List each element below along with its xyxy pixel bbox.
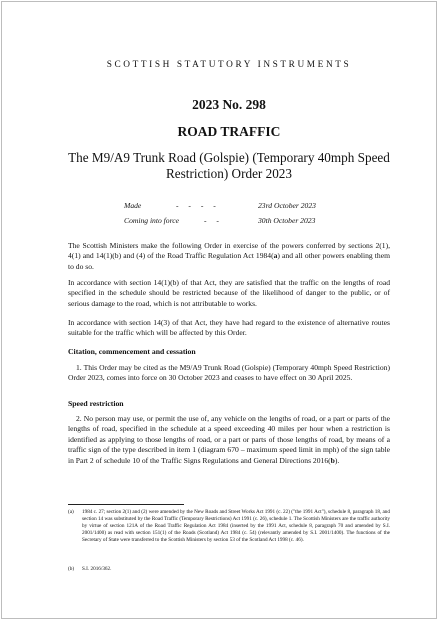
preamble-paragraph-1: The Scottish Ministers make the following Order in exercise of the powers conferred by sections 2(1), 4(1) and 14(1)(b) and (4) of the Road Traffic Regulation Act 1984(a) and all other powers enabling them to do so. [68, 241, 390, 271]
preamble-paragraph-2: In accordance with section 14(1)(b) of that Act, they are satisfied that the traffic on the lengths of road specified in the schedule should be restricted because of the likelihood of danger to the public, or of serious damage to the road, which is not attributable to works. [68, 278, 390, 308]
instrument-number: 2023 No. 298 [192, 97, 266, 112]
order-title: The M9/A9 Trunk Road (Golspie) (Temporary 40mph Speed Restriction) Order 2023 [68, 150, 390, 181]
footnote-divider [68, 504, 184, 505]
footnote-b-marker: (b) [68, 566, 75, 572]
coming-into-force-leader: - - [204, 216, 223, 225]
footnote-ref-a[interactable]: a [273, 251, 278, 261]
made-leader: - - - - [176, 201, 220, 210]
article-2-text: 2. No person may use, or permit the use of, any vehicle on the lengths of road, or a part or parts of the lengths of road, specified in the schedule at a speed exceeding 40 miles per hour when a restriction is identified as applying to those lengths of road, or a part or parts of those lengths of road, by means of a traffic sign of the type described in item 1 (diagram 670 – maximum speed limit in mph) of the sign table in Part 2 of schedule 10 of the Traffic Signs Regulations and General Directions 2016(b). [68, 414, 390, 465]
made-label: Made [124, 201, 142, 210]
document-page [1, 1, 437, 619]
coming-into-force-date: 30th October 2023 [258, 216, 316, 225]
section-heading-speed-restriction: Speed restriction [68, 399, 124, 408]
page-content [68, 2, 390, 618]
article-1-text: 1. This Order may be cited as the M9/A9 Trunk Road (Golspie) (Temporary 40mph Speed Restriction) Order 2023, comes into force on 30 October 2023 and ceases to have effect on 30 April 2025. [68, 363, 390, 383]
footnote-a-text: 1984 c. 27; section 2(1) and (2) were amended by the New Roads and Street Works Act 1991 (c. 22) ("the 1991 Act"), schedule 8, paragraph 18, and section 14 was substituted by the Road Traffic (Temporary Restrictions) Act 1991 (c. 26), schedule 1. The Scottish Ministers are the traffic authority by virtue of section 121A of the Road Traffic Regulation Act 1984 (inserted by the 1991 Act, schedule 8, paragraph 70 and amended by S.I. 2001/1400) as read with section 151(1) of the Roads (Scotland) Act 1984 (c. 54) (relevantly amended by S.I. 2001/1400). The functions of the Secretary of State were transferred to the Scottish Ministers by section 53 of the Scotland Act 1998 (c. 46). [82, 509, 390, 543]
series-heading: SCOTTISH STATUTORY INSTRUMENTS [106, 60, 352, 70]
preamble-paragraph-3: In accordance with section 14(3) of that Act, they have had regard to the existence of alternative routes suitable for the traffic which will be affected by this Order. [68, 318, 390, 338]
section-heading-citation: Citation, commencement and cessation [68, 347, 196, 356]
made-date: 23rd October 2023 [258, 201, 316, 210]
footnote-b-text: S.I. 2016/362. [82, 566, 112, 572]
footnote-ref-b[interactable]: b [330, 455, 335, 465]
subject-heading: ROAD TRAFFIC [177, 124, 281, 139]
footnote-a-marker: (a) [68, 509, 74, 515]
coming-into-force-label: Coming into force [124, 216, 179, 225]
